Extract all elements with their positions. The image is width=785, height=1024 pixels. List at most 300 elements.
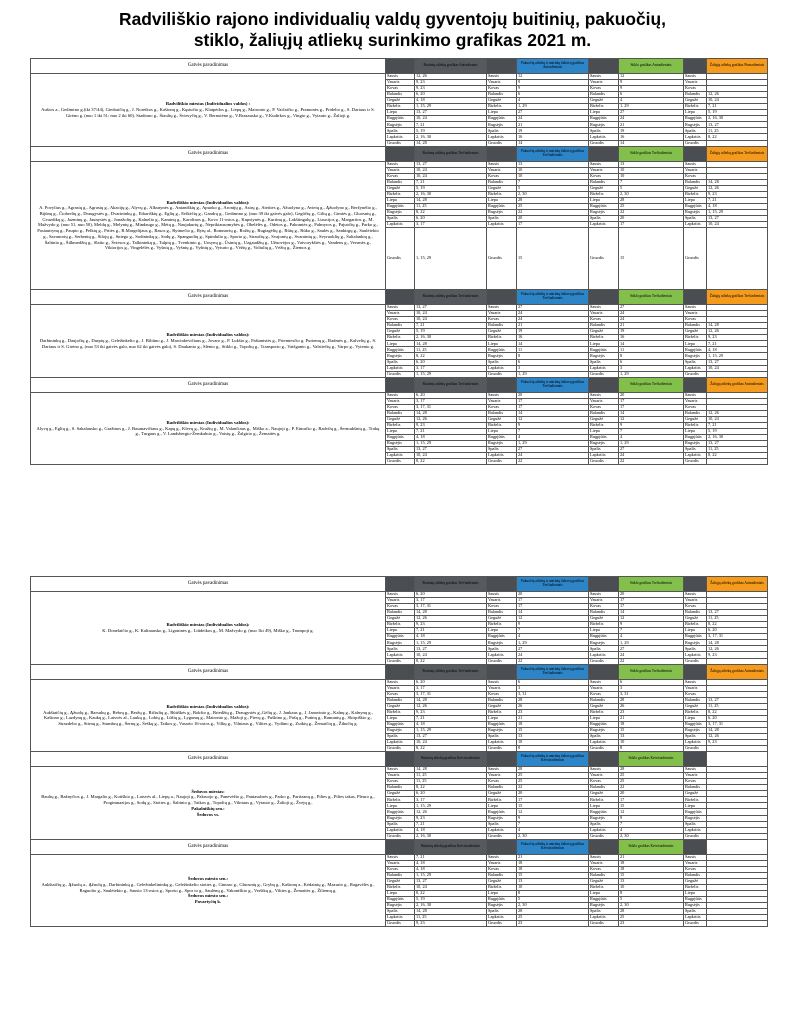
dates-cell: 11, 25 [707, 128, 768, 134]
dates-cell: 2, 30 [517, 191, 589, 197]
month-cell: Sausis [386, 161, 415, 167]
dates-cell [707, 459, 768, 465]
dates-cell: 16 [517, 335, 589, 341]
month-cell: Liepa [589, 197, 619, 203]
swatch-cell [386, 577, 415, 592]
month-cell: Rugpjūtis [589, 434, 619, 440]
street-list: Darbininkų g., Daujočių g., Durpių g., Geležinkelio g., J. Biliūno g., J. Marcinkevičiaus g., Jovaro g., P. Lukšio g., Paštanistės g., Priemiesčio g. Puriemų g., Radmės g., Kalvelių g., S. Dariaus ir S. Girėno g. (nuo 53 iki gatvės galo, nuo 62 iki gatvės galo), S. Daukanto g., Slėnio g., Stiklo g., Topolių g., Transporto g., Vaižganto g., Valstiečių g., Varpo g., Vytenio g. [39, 337, 377, 349]
month-cell: Gegužė [386, 185, 415, 191]
month-cell: Spalis [684, 646, 707, 652]
month-cell: Balandis [684, 410, 707, 416]
dates-cell: 13, 27 [415, 733, 487, 739]
dates-cell [707, 921, 768, 927]
dates-cell: 28 [619, 767, 684, 773]
month-cell: Sausis [589, 74, 619, 80]
month-cell: Liepa [589, 110, 619, 116]
dates-cell: 27 [517, 447, 589, 453]
month-cell: Spalis [589, 646, 619, 652]
month-cell: Vasaris [487, 398, 517, 404]
dates-cell: 1, 29 [517, 640, 589, 646]
month-cell: Gruodis [589, 658, 619, 664]
dates-cell: 13 [619, 161, 684, 167]
dates-cell: 2, 30 [517, 903, 589, 909]
dates-cell: 11 [619, 347, 684, 353]
month-cell: Lapkritis [589, 365, 619, 371]
month-cell: Spalis [684, 359, 707, 365]
street-list: Aukštaičių g., Ąžuolų g., Barsukų g., Bebrų g., Beržų g., Bičiulių g., Būtiškės g., Bokšto g., Briedžių g., Draugystės g.,Gėlių g., J. Jankaus g., J. Janavinio g., Kalnų g., Kalnynų g., Kaštono g., Lazdynų g., Kaukų g., Laisvės al., Laukų g., Lokių g., Lūšių g., Lygumų g., Maironio g., Mažoji g., Pievų g., Puškino g., Pušų g., Putinų g., Ramunių g., Skirpiškio g., Strazdelio g., Stirnų g., Stumbrų g., Šernų g., Šeškų g., Taikos g., Vasario 16-osios g., Vilkų g., Vilniaus g., Vilties g., Vydūno g., Zuikių g., Žemaičių g., Žibučių g. [43, 709, 373, 727]
packaging-header: Pakuočių atliekų ir antrinių žaliavų grafikas Trečiadieniais [517, 664, 589, 679]
dates-cell: 24 [517, 317, 589, 323]
dates-cell: 12 [619, 809, 684, 815]
green-waste-header: Žaliųjų atliekų grafikas Antradieniais [707, 377, 768, 392]
dates-cell: 13 [619, 878, 684, 884]
dates-cell: 6 [619, 679, 684, 685]
dates-cell: 17 [517, 222, 589, 228]
dates-cell: 17 [517, 797, 589, 803]
month-cell: Balandis [589, 92, 619, 98]
month-cell: Gegužė [684, 416, 707, 422]
dates-cell: 13, 27 [707, 215, 768, 221]
dates-cell: 20 [517, 215, 589, 221]
month-cell: Gruodis [487, 746, 517, 752]
dates-cell: 14, 28 [415, 341, 487, 347]
dates-cell: 20 [619, 215, 684, 221]
month-cell: Liepa [487, 803, 517, 809]
month-cell: Balandis [386, 872, 415, 878]
dates-cell: 10, 24 [707, 365, 768, 371]
month-cell: Gegužė [589, 616, 619, 622]
dates-cell: 6, 20 [707, 628, 768, 634]
month-cell: Gruodis [487, 228, 517, 290]
month-cell: Birželis [386, 104, 415, 110]
dates-cell: 12 [517, 809, 589, 815]
month-cell: Rugpjūtis [386, 721, 415, 727]
dates-cell: 1, 29 [619, 441, 684, 447]
dates-cell: 16 [619, 134, 684, 140]
dates-cell: 12, 26 [707, 92, 768, 98]
month-cell: Gruodis [589, 746, 619, 752]
month-cell: Balandis [386, 179, 415, 185]
dates-cell: 17 [619, 797, 684, 803]
month-cell: Birželis [386, 884, 415, 890]
dates-cell: 11, 25 [415, 779, 487, 785]
dates-cell: 22 [517, 209, 589, 215]
month-cell: Gruodis [589, 459, 619, 465]
section-header-row [31, 377, 768, 392]
month-cell: Rugpjūtis [386, 116, 415, 122]
dates-cell: 25 [619, 779, 684, 785]
swatch-cell [386, 59, 415, 74]
dates-cell: 8, 22 [415, 746, 487, 752]
swatch-cell [487, 146, 517, 161]
month-cell: Sausis [684, 161, 707, 167]
dates-cell: 6 [619, 359, 684, 365]
month-cell: Sausis [386, 74, 415, 80]
dates-cell: 24 [619, 317, 684, 323]
month-cell: Gegužė [386, 878, 415, 884]
month-cell: Kovas [487, 691, 517, 697]
swatch-cell [487, 664, 517, 679]
month-cell: Rugsėjis [386, 727, 415, 733]
dates-cell: 8, 22 [707, 453, 768, 459]
dates-cell: 27 [619, 305, 684, 311]
month-cell: Birželis [487, 104, 517, 110]
dates-cell: 15 [619, 872, 684, 878]
month-cell: Liepa [589, 341, 619, 347]
month-cell: Liepa [684, 715, 707, 721]
green-waste-header [707, 752, 768, 767]
glass-header: Stiklo grafikas Trečiadieniais [619, 577, 684, 592]
month-cell: Sausis [487, 592, 517, 598]
month-cell: Gegužė [487, 416, 517, 422]
dates-cell: 8, 22 [707, 134, 768, 140]
month-cell: Gruodis [684, 833, 707, 839]
month-cell: Gruodis [684, 371, 707, 377]
dates-cell: 14, 28 [415, 197, 487, 203]
dates-cell: 20 [517, 392, 589, 398]
month-cell: Kovas [684, 86, 707, 92]
dates-cell: 20 [619, 791, 684, 797]
dates-cell: 28 [619, 909, 684, 915]
dates-cell: 1, 29 [517, 441, 589, 447]
dates-cell: 4 [517, 434, 589, 440]
month-cell: Sausis [386, 854, 415, 860]
dates-cell: 26 [619, 703, 684, 709]
dates-cell: 7, 21 [415, 323, 487, 329]
month-cell: Sausis [487, 305, 517, 311]
dates-cell: 6 [619, 92, 684, 98]
month-cell: Rugsėjis [386, 209, 415, 215]
month-cell: Gegužė [487, 185, 517, 191]
dates-cell: 3, 17 [415, 222, 487, 228]
month-cell: Sausis [386, 679, 415, 685]
month-cell: Rugsėjis [487, 122, 517, 128]
mixed-waste-header: Buitinių atliekų grafikas Antradienais [415, 59, 487, 74]
month-cell: Gruodis [386, 658, 415, 664]
month-cell: Lapkritis [487, 134, 517, 140]
month-cell: Rugpjūtis [386, 434, 415, 440]
month-cell: Kovas [386, 866, 415, 872]
dates-cell: 4, 18 [415, 860, 487, 866]
month-cell: Kovas [589, 317, 619, 323]
month-cell: Sausis [589, 392, 619, 398]
month-cell: Lapkritis [684, 740, 707, 746]
month-cell: Spalis [487, 359, 517, 365]
dates-cell: 9, 23 [415, 921, 487, 927]
dates-cell: 3 [517, 685, 589, 691]
month-cell: Kovas [487, 404, 517, 410]
dates-cell: 2, 30 [619, 903, 684, 909]
month-cell: Spalis [684, 733, 707, 739]
month-cell: Rugpjūtis [684, 634, 707, 640]
month-cell: Rugpjūtis [589, 897, 619, 903]
dates-cell: 28 [619, 197, 684, 203]
month-cell: Rugsėjis [386, 122, 415, 128]
month-cell: Rugsėjis [684, 727, 707, 733]
month-cell: Rugpjūtis [589, 721, 619, 727]
green-waste-header [707, 839, 768, 854]
month-cell: Gegužė [589, 878, 619, 884]
month-cell: Birželis [684, 422, 707, 428]
dates-cell: 12 [619, 616, 684, 622]
dates-cell: 4 [517, 98, 589, 104]
dates-cell: 4, 18 [707, 347, 768, 353]
month-cell: Gruodis [386, 228, 415, 290]
month-cell: Balandis [386, 785, 415, 791]
dates-cell: 24 [619, 116, 684, 122]
month-cell: Rugpjūtis [386, 809, 415, 815]
month-cell: Spalis [589, 909, 619, 915]
swatch-cell [386, 377, 415, 392]
dates-cell: 18 [619, 866, 684, 872]
dates-cell: 7 [619, 821, 684, 827]
dates-cell: 3, 17 [415, 365, 487, 371]
month-cell: Birželis [487, 709, 517, 715]
month-cell: Rugsėjis [386, 815, 415, 821]
month-cell: Lapkritis [684, 915, 707, 921]
dates-cell: 9 [517, 622, 589, 628]
mixed-waste-header: Buitinių atliekų grafikas Trečiadieniais [415, 577, 487, 592]
dates-cell: 2, 16, 30 [415, 335, 487, 341]
month-cell: Kovas [487, 779, 517, 785]
dates-cell: 10 [517, 884, 589, 890]
dates-cell: 13 [517, 878, 589, 884]
month-cell: Rugpjūtis [589, 116, 619, 122]
area-addresses [31, 854, 386, 927]
month-cell: Gegužė [684, 329, 707, 335]
dates-cell: 10, 24 [415, 453, 487, 459]
dates-cell: 1, 15, 29 [415, 104, 487, 110]
month-cell: Spalis [589, 733, 619, 739]
dates-cell: 22 [619, 785, 684, 791]
swatch-cell [589, 577, 619, 592]
month-cell: Balandis [589, 179, 619, 185]
packaging-header: Pakuočių atliekų ir antrinių žaliavų grafikas Antradieniais [517, 59, 589, 74]
dates-cell: 28 [517, 697, 589, 703]
section-header-row [31, 577, 768, 592]
month-cell: Sausis [684, 592, 707, 598]
dates-cell: 1, 15, 29 [415, 228, 487, 290]
dates-cell: 2, 16, 30 [415, 134, 487, 140]
dates-cell: 7 [517, 628, 589, 634]
dates-cell: 4, 18 [415, 434, 487, 440]
month-cell: Rugpjūtis [684, 116, 707, 122]
dates-cell: 12, 26 [415, 416, 487, 422]
dates-cell: 10 [619, 167, 684, 173]
month-cell: Kovas [589, 173, 619, 179]
dates-cell: 12, 26 [415, 74, 487, 80]
month-cell: Kovas [487, 866, 517, 872]
month-cell: Gruodis [589, 140, 619, 146]
dates-cell: 6, 20 [415, 92, 487, 98]
street-header: Gatvės pavadinimas [31, 577, 386, 592]
month-cell: Gruodis [684, 459, 707, 465]
swatch-cell [589, 752, 619, 767]
dates-cell: 1, 29 [619, 371, 684, 377]
month-cell: Vasaris [684, 167, 707, 173]
month-cell: Rugpjūtis [386, 347, 415, 353]
month-cell: Vasaris [589, 773, 619, 779]
dates-cell: 16 [619, 335, 684, 341]
dates-cell: 23 [619, 709, 684, 715]
month-cell: Lapkritis [386, 915, 415, 921]
month-cell: Lapkritis [589, 827, 619, 833]
month-cell: Rugsėjis [589, 441, 619, 447]
month-cell: Spalis [487, 447, 517, 453]
month-cell: Liepa [589, 890, 619, 896]
dates-cell: 8 [619, 353, 684, 359]
dates-cell: 7, 21 [415, 821, 487, 827]
month-cell: Sausis [589, 305, 619, 311]
dates-cell: 3, 17, 31 [415, 691, 487, 697]
dates-cell: 5, 19 [415, 329, 487, 335]
month-cell: Rugsėjis [487, 903, 517, 909]
dates-cell: 3, 17 [415, 398, 487, 404]
month-cell: Vasaris [386, 311, 415, 317]
month-cell: Spalis [386, 821, 415, 827]
mixed-waste-header: Buitinių atliekų grafikas Ketvirtadieniais [415, 752, 487, 767]
dates-cell: 8, 22 [415, 658, 487, 664]
dates-cell: 17 [619, 222, 684, 228]
month-cell: Kovas [589, 691, 619, 697]
dates-cell: 18 [517, 721, 589, 727]
dates-cell: 10, 24 [415, 317, 487, 323]
month-cell: Lapkritis [684, 134, 707, 140]
dates-cell: 4 [619, 827, 684, 833]
month-cell: Liepa [487, 890, 517, 896]
month-cell: Sausis [684, 767, 707, 773]
month-cell: Gruodis [487, 371, 517, 377]
month-cell: Gruodis [684, 658, 707, 664]
month-cell: Gegužė [487, 791, 517, 797]
area-title: Šeduvos miestas: [191, 788, 225, 794]
month-cell: Gegužė [684, 616, 707, 622]
month-cell: Balandis [684, 179, 707, 185]
month-cell: Spalis [487, 909, 517, 915]
dates-cell: 2, 30 [619, 191, 684, 197]
month-cell: Birželis [487, 884, 517, 890]
swatch-cell [684, 290, 707, 305]
month-cell: Rugpjūtis [487, 116, 517, 122]
swatch-cell [487, 290, 517, 305]
month-cell: Rugpjūtis [487, 347, 517, 353]
dates-cell: 8 [517, 353, 589, 359]
dates-cell: 22 [517, 785, 589, 791]
month-cell: Lapkritis [589, 915, 619, 921]
dates-cell: 10, 24 [415, 884, 487, 890]
dates-cell: 4, 18 [415, 866, 487, 872]
dates-cell: 17 [619, 598, 684, 604]
swatch-cell [589, 146, 619, 161]
month-cell: Rugsėjis [386, 903, 415, 909]
dates-cell: 9, 23 [707, 191, 768, 197]
month-cell: Sausis [487, 679, 517, 685]
dates-cell: 4, 18 [415, 827, 487, 833]
month-cell: Vasaris [684, 80, 707, 86]
dates-cell: 12, 26 [707, 410, 768, 416]
green-waste-header: Žaliųjų atliekų grafikas Pirmadieniais [707, 59, 768, 74]
month-cell: Kovas [684, 691, 707, 697]
dates-cell: 14, 28 [415, 909, 487, 915]
month-cell: Liepa [684, 890, 707, 896]
dates-cell: 8, 22 [415, 459, 487, 465]
dates-cell: 10, 24 [415, 116, 487, 122]
month-cell: Liepa [487, 628, 517, 634]
mixed-waste-header: Buitinių atliekų grafikas Trečiadieniais [415, 664, 487, 679]
dates-cell: 10, 24 [707, 416, 768, 422]
month-cell: Gegužė [589, 791, 619, 797]
month-cell: Rugpjūtis [386, 634, 415, 640]
dates-cell: 8 [517, 746, 589, 752]
month-cell: Sausis [386, 392, 415, 398]
month-cell: Sausis [487, 392, 517, 398]
dates-cell: 10 [517, 740, 589, 746]
month-cell: Gruodis [589, 371, 619, 377]
month-cell: Lapkritis [684, 827, 707, 833]
dates-cell: 15 [517, 803, 589, 809]
swatch-cell [589, 377, 619, 392]
dates-cell: 24 [619, 311, 684, 317]
dates-cell: 6 [517, 92, 589, 98]
month-cell: Birželis [684, 335, 707, 341]
dates-cell: 3, 17, 31 [415, 404, 487, 410]
month-cell: Gruodis [386, 140, 415, 146]
dates-cell: 1, 29 [517, 371, 589, 377]
dates-cell: 14, 28 [707, 640, 768, 646]
dates-cell: 11, 25 [707, 616, 768, 622]
month-cell: Spalis [487, 128, 517, 134]
month-cell: Vasaris [589, 80, 619, 86]
month-cell: Kovas [386, 604, 415, 610]
dates-cell: 11, 25 [707, 703, 768, 709]
month-cell: Gruodis [589, 833, 619, 839]
month-cell: Gegužė [684, 98, 707, 104]
dates-cell: 13 [517, 161, 589, 167]
street-list: Baulių g., Bažnyčios g., J. Margalio g., Kotiškio g., Laisvės al., Liepų a., Naujoji g., Pakruojo g., Panevėžio g., Paniasubrės g., Parko g., Partizanų g., Pilies g., Pilies takas, Pleuro g., Progimnazijos g., Sodų g., Stoties g., Šaltinio g., Taikos g., Topolių g., Vilniaus g., Vytauto g., Žalioji g., Žvejų g., [41, 794, 375, 806]
street-list: Aušros a., Gedimino g.(iki 37/44), Giedraičių g., J. Noreikos g., Kaštonų g., Kęstučio g., Klaipėdos g., Liepų g., Maironio g., P. Vaičaičio g., Pramonės g., Pridelio g., S. Dariaus ir S. Girėno g. (nuo 1 iki 51; nuo 2 iki 60), Stadiono g., Šiaulių g., Šviesyčių g., V. Bernotėno g., V.Brazausko g., V.Kudirkos g., Vingio g., Vytauto g., Žalioji g. [41, 106, 375, 118]
month-cell: Gegužė [589, 416, 619, 422]
dates-cell: 15 [517, 228, 589, 290]
dates-cell: 18 [619, 860, 684, 866]
dates-cell: 7, 21 [415, 628, 487, 634]
dates-cell: 4, 18 [415, 634, 487, 640]
swatch-cell [589, 59, 619, 74]
swatch-cell [684, 752, 707, 767]
dates-cell: 23 [517, 709, 589, 715]
month-cell: Rugsėjis [487, 353, 517, 359]
mixed-waste-header: Buitinių atliekų grafikas Trečiadieniais [415, 146, 487, 161]
month-cell: Rugsėjis [684, 122, 707, 128]
month-cell: Birželis [589, 884, 619, 890]
dates-cell: 8 [619, 746, 684, 752]
month-cell: Gegužė [589, 703, 619, 709]
month-cell: Birželis [684, 191, 707, 197]
dates-cell: 23 [517, 921, 589, 927]
month-cell: Spalis [386, 646, 415, 652]
month-cell: Lapkritis [487, 740, 517, 746]
month-cell: Rugpjūtis [589, 347, 619, 353]
dates-cell: 3, 17, 31 [415, 604, 487, 610]
street-list: Aukštaičių g., Ąžuolų a., Ąžuolų g., Darbininkų g., Geležinkelininkų g., Geležinkelio stoties g., Gintaro g., Gluosnių g., Grybų g., Kaštonų a., Kėdainių g., Mazurio g., Ragavėlės g., Raguolio g., Saulėtekio g., Sausio 13-osios g., Sporto g., Spor to g., Saulėnų g., Vakoniškio g., Veršikų g., Vilties g., Žemaitės g., Žiliemų g. [41, 881, 375, 893]
dates-cell: 2, 16, 30 [415, 833, 487, 839]
month-cell: Rugsėjis [684, 209, 707, 215]
dates-cell: 21 [619, 323, 684, 329]
month-cell: Rugpjūtis [487, 809, 517, 815]
street-header: Gatvės pavadinimas [31, 146, 386, 161]
area-title: Radviliškio miestas (Individualios valdos): [166, 703, 250, 709]
month-cell: Kovas [684, 779, 707, 785]
dates-cell: 25 [517, 773, 589, 779]
